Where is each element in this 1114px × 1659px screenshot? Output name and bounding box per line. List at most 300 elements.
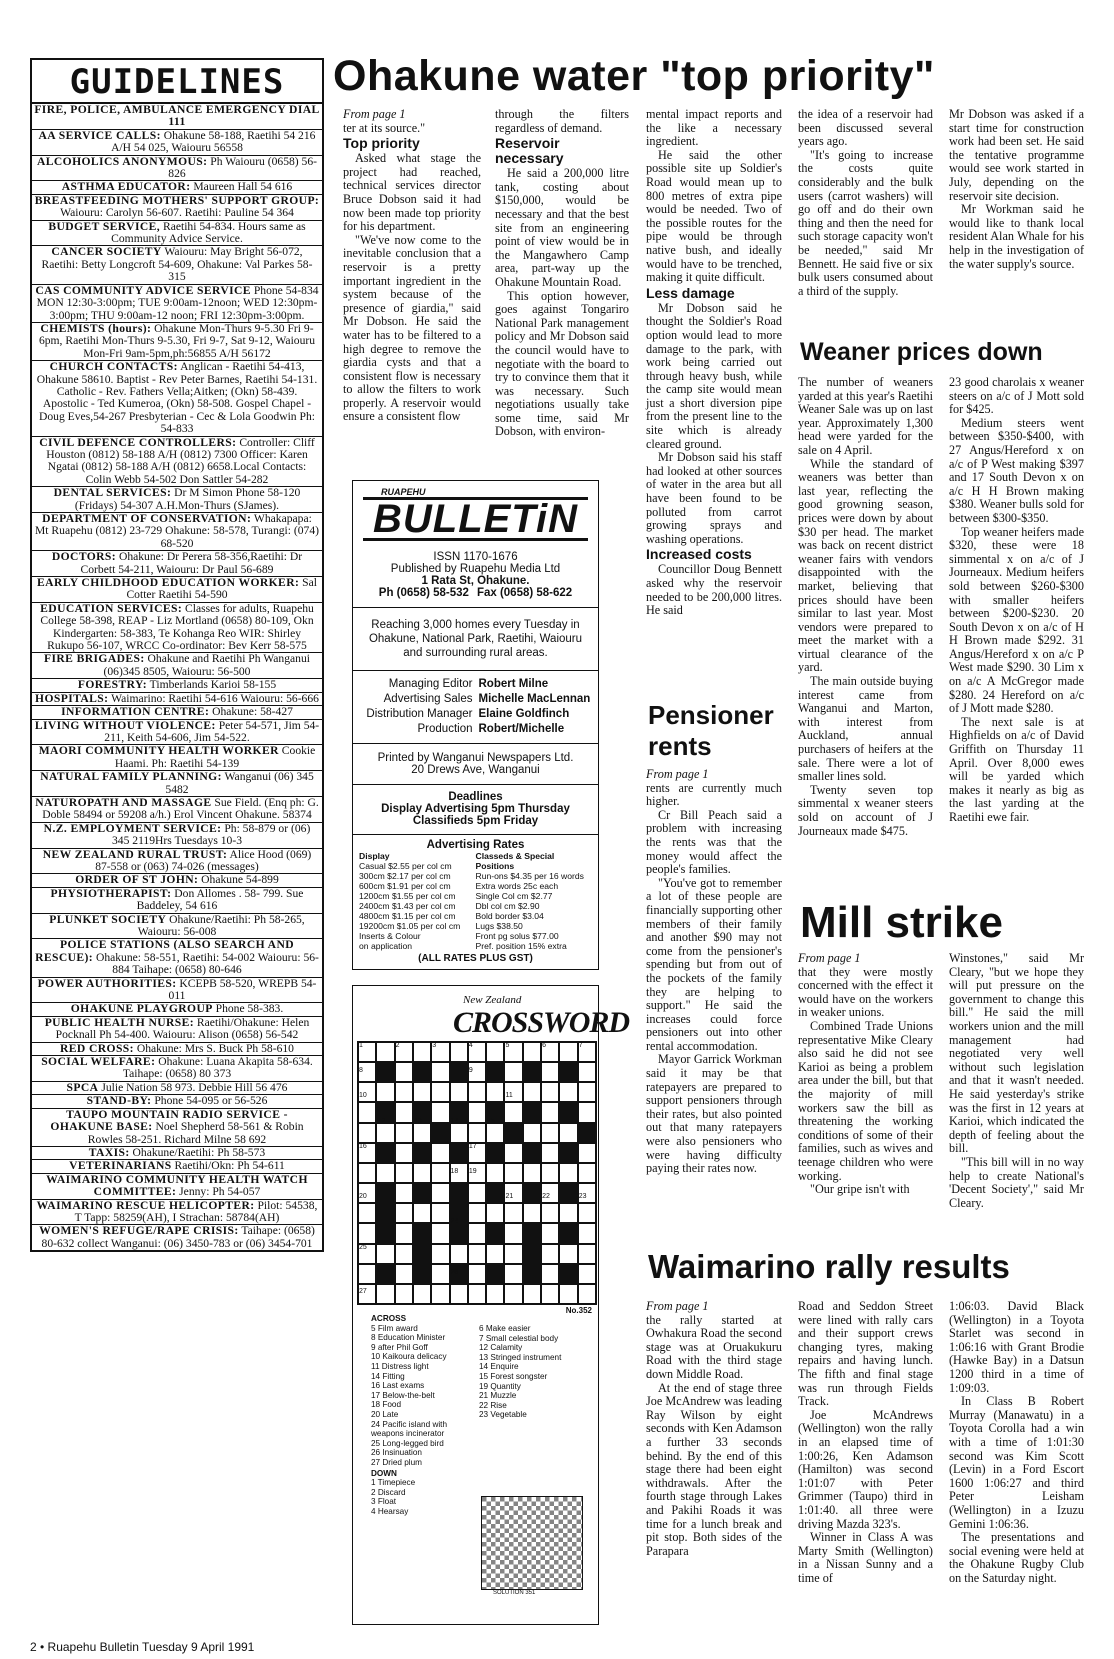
guideline-heading: NATUROPATH AND MASSAGE <box>35 795 212 809</box>
crossword-cell[interactable] <box>395 1102 413 1122</box>
crossword-number: No.352 <box>565 1306 592 1315</box>
crossword-cell[interactable] <box>358 1102 376 1122</box>
paragraph: "You've got to remember a lot of these people are financially supporting other members of their family and another $90 may not come from the pensioner's spending but from out of the pockets of the family they are helping to support." He said the increases could force pensioners out into other rental accommodation. <box>646 875 782 1053</box>
guideline-entry <box>32 679 322 692</box>
crossword-cell[interactable] <box>358 1264 376 1284</box>
paragraph: Top weaner heifers made $320, these were 18 simmental x on a/c of J Journeaux. Medium heifers sold between $260-$300 with smaller heifers between $200-$230. 20 South Devon x on a/c of H H Brown made $292. 31 Angus/Hereford x on a/c P West made $290. 30 Lim x on a/c A McGregor made $280. 24 Hereford on a/c of J Mott made $280. <box>949 524 1084 716</box>
page-footer: 2 • Ruapehu Bulletin Tuesday 9 April 1991 <box>30 1640 255 1654</box>
guideline-entry <box>32 487 322 513</box>
crossword-black-cell <box>486 1223 504 1243</box>
crossword-clue-number: 11 <box>505 1092 513 1100</box>
crossword-black-cell <box>578 1123 596 1143</box>
crossword-cell[interactable] <box>504 1143 522 1163</box>
crossword-black-cell <box>376 1062 394 1082</box>
staff-name: Robert Milne <box>478 678 549 690</box>
crossword-across-clues <box>371 1314 491 1516</box>
crossword-clue-number: 26 <box>450 1268 459 1276</box>
crossword-cell[interactable] <box>376 1284 394 1304</box>
guideline-detail: Ph: 58-879 or (06) 345 2119Hrs Tuesdays 10-3 <box>111 821 311 848</box>
crossword-cell[interactable] <box>468 1082 486 1102</box>
subheading: Increased costs <box>646 546 752 563</box>
guideline-detail: Classes for adults, Ruapehu College 58-398, REAP - Liz Mortland (0658) 80-109, Okn Kindergarten: 58-383, Te Kohanga Reo WIR: Shirley Rukupo 56-107, WRCC Co-ordinator: Bev Kerr 58-575 <box>40 601 314 653</box>
crossword-clue-number: 20 <box>359 1193 367 1201</box>
bulletin-deadline-display: Display Advertising 5pm Thursday <box>381 803 570 815</box>
crossword-cell[interactable] <box>376 1042 394 1062</box>
guideline-detail: Raetihi/Ohakune: Helen Pocknall Ph 54-400. Waiouru: Alison (0658) 56-542 <box>55 1015 310 1042</box>
crossword-cell[interactable] <box>486 1082 504 1102</box>
crossword-cell[interactable] <box>523 1284 541 1304</box>
crossword-cell[interactable] <box>395 1143 413 1163</box>
guideline-entry <box>32 823 322 849</box>
staff-name: Robert/Michelle <box>478 723 565 735</box>
guideline-entry <box>32 771 322 797</box>
staff-row <box>353 722 598 737</box>
crossword-cell[interactable] <box>504 1163 522 1183</box>
crossword-cell[interactable] <box>431 1062 449 1082</box>
guideline-heading: SOCIAL WELFARE: <box>41 1055 156 1069</box>
guideline-detail: Controller: Cliff Houston (0812) 58-188 A/H (0812) 7300 Officer: Karen Ngatai (0812) 58-188 A/H (0812) 6658.Local Contacts: Colin Webb 54-502 Don Sattler 54-282 <box>46 435 315 486</box>
crossword-cell[interactable] <box>468 1244 486 1264</box>
paragraph: He said the other possible site up Soldier's Road would mean up to 800 metres of extra pipe would be needed. Two of the possible routes for the pipe would be through native bush, and ideally would have to be trenched, making it quite difficult. <box>646 147 782 285</box>
paragraph: Joe McAndrews (Wellington) won the rally in an elapsed time of 1:00:26, Ken Adamson (Hamilton) was second 1:01:07 with Peter Grimmer (Taupo) third in 1:01:40. all three were driving Mazda 323's. <box>798 1407 933 1531</box>
guideline-entry <box>32 1056 322 1082</box>
crossword-cell[interactable] <box>468 1223 486 1243</box>
crossword-cell[interactable] <box>376 1244 394 1264</box>
crossword-title-small: New Zealand <box>463 994 522 1006</box>
rally-col-2 <box>798 1300 933 1585</box>
paragraph: Mr Dobson said he thought the Soldier's Road option would lead to more damage to the park, with work being carried out through heavy bush, while the camp site would mean just a short diversion pipe from the present line to the site which is already cleared ground. <box>646 300 782 451</box>
guideline-heading: EARLY CHILDHOOD EDUCATION WORKER: <box>37 576 300 590</box>
guideline-detail: Taihape: (0658) 80-632 collect Wanganui: (06) 3450-783 or (06) 3454-701 <box>41 1224 315 1250</box>
guideline-entry <box>32 1017 322 1043</box>
crossword-cell[interactable] <box>431 1183 449 1203</box>
crossword-cell[interactable] <box>504 1244 522 1264</box>
paragraph: "We've now come to the inevitable conclusion that a reservoir is a pretty important ingredient in the system because of the presence of giardia," said Mr Dobson. He said the water has to be filtered to a high degree to remove the giardia cysts and that a consistent flow is necessary to allow the filters to work properly. A reservoir would ensure a consistent flow <box>343 232 481 424</box>
crossword-cell[interactable] <box>504 1223 522 1243</box>
guideline-heading: DENTAL SERVICES: <box>53 486 172 500</box>
crossword-cell[interactable] <box>358 1163 376 1183</box>
crossword-cell[interactable] <box>376 1082 394 1102</box>
crossword-cell[interactable] <box>541 1264 559 1284</box>
classified-rates-title: Classeds & Special Positions <box>475 851 555 871</box>
pensioner-headline-line-1: Pensioner <box>648 700 774 730</box>
guideline-detail: Phone 54-095 or 56-526 <box>151 1094 268 1108</box>
guideline-heading: INFORMATION CENTRE: <box>61 705 210 719</box>
crossword-cell[interactable] <box>578 1284 596 1304</box>
display-rate-line: 300cm $2.17 per col cm <box>359 871 451 881</box>
down-clue: 13 Stringed instrument <box>479 1352 562 1362</box>
crossword-cell[interactable] <box>578 1062 596 1082</box>
guideline-entry <box>32 1160 322 1173</box>
guideline-detail: Phone 58-383. <box>212 1002 284 1016</box>
crossword-cell[interactable] <box>541 1203 559 1223</box>
guideline-entry <box>32 720 322 746</box>
paragraph: mental impact reports and the like a necessary ingredient. <box>646 107 782 149</box>
crossword-cell[interactable] <box>395 1062 413 1082</box>
down-clue: 14 Enquire <box>479 1362 519 1372</box>
crossword-cell[interactable] <box>431 1102 449 1122</box>
down-clue: 21 Muzzle <box>479 1391 517 1401</box>
crossword-cell[interactable] <box>486 1123 504 1143</box>
crossword-cell[interactable] <box>358 1223 376 1243</box>
guideline-entry <box>32 285 322 323</box>
classified-rate-line: Dbl col cm $2.90 <box>475 901 540 911</box>
crossword-clue-number: 6 <box>542 1042 546 1049</box>
crossword-cell[interactable] <box>541 1284 559 1304</box>
classified-rate-line: Front pg solus $77.00 <box>475 931 559 941</box>
crossword-cell[interactable] <box>559 1123 577 1143</box>
paragraph: The presentations and social evening were held at the Ohakune Rugby Club on the Saturday night. <box>949 1530 1084 1585</box>
down-clue: 2 Discard <box>371 1487 406 1497</box>
crossword-black-cell <box>413 1264 431 1284</box>
guideline-entry <box>32 323 322 361</box>
weaner-col-2 <box>949 376 1084 825</box>
guideline-heading: FIRE, POLICE, AMBULANCE EMERGENCY DIAL 111 <box>34 103 320 129</box>
guideline-detail: Anglican - Raetihi 54-413, Ohakune 58610. Baptist - Rev Peter Barnes, Raetihi 54-131. Catholic - Rev. Fathers Vella;Aitken; (Okn) 58-439. Apostolic - Ted Kumeroa, (Okn) 58-508. Gospel Chapel - Doug Eves,54-267 Presbyterian - Cec & Lola Goodwin Ph: 54-833 <box>36 360 318 436</box>
crossword-black-cell <box>559 1062 577 1082</box>
water-col-5 <box>949 108 1084 271</box>
crossword-cell[interactable] <box>413 1082 431 1102</box>
crossword-cell[interactable] <box>578 1102 596 1122</box>
guideline-entry <box>32 849 322 875</box>
crossword-cell[interactable] <box>559 1042 577 1062</box>
bulletin-printer: Printed by Wanganui Newspapers Ltd. <box>353 743 598 764</box>
rally-col-3 <box>949 1300 1084 1585</box>
guideline-detail: Whakapapa: Mt Ruapehu (0812) 23-729 Ohakune: 58-578, Turangi: (074) 68-520 <box>34 512 320 550</box>
crossword-black-cell <box>450 1143 468 1163</box>
crossword-cell[interactable] <box>541 1163 559 1183</box>
guideline-detail: Ohakune/Raetihi: Ph 58-265, Waiouru: 56-008 <box>137 912 305 938</box>
across-clue: 26 Insinuation <box>371 1448 422 1458</box>
crossword-black-cell <box>486 1143 504 1163</box>
guideline-heading: EDUCATION SERVICES: <box>40 601 183 615</box>
bulletin-classified-rates <box>476 851 593 951</box>
crossword-cell[interactable] <box>523 1042 541 1062</box>
guideline-entry <box>32 361 322 436</box>
bulletin-display-rates <box>359 851 476 951</box>
classified-rate-line: Extra words 25c each <box>475 881 559 891</box>
across-clue: 16 Last exams <box>371 1381 425 1391</box>
crossword-cell[interactable] <box>468 1123 486 1143</box>
display-rate-line: 600cm $1.91 per col cm <box>359 881 451 891</box>
crossword-cell[interactable] <box>395 1123 413 1143</box>
crossword-black-cell <box>559 1223 577 1243</box>
crossword-cell[interactable] <box>468 1203 486 1223</box>
guideline-detail: Waimarino: Raetihi 54-616 Waiouru: 56-666 <box>108 691 319 705</box>
guideline-detail: Ohakune: Dr Perera 58-356,Raetihi: Dr Corbett 54-211, Waiouru: Dr Paul 56-689 <box>80 550 303 576</box>
display-rates-title: Display <box>359 851 390 861</box>
crossword-clue-number: 27 <box>359 1287 367 1295</box>
crossword-cell[interactable] <box>486 1042 504 1062</box>
paragraph: At the end of stage three Joe McAndrew was leading Ray Wilson by eight seconds with Ken Adamson a further 33 seconds behind. By the end of this stage there had been eight withdrawals. After the fourth stage through Lakes and Pakihi Roads it was time for a lunch break and pit stop. Both sides of the Parapara <box>646 1380 782 1558</box>
crossword-cell[interactable] <box>450 1123 468 1143</box>
crossword-black-cell <box>413 1183 431 1203</box>
bulletin-masthead-box <box>352 480 599 970</box>
crossword-cell[interactable] <box>559 1244 577 1264</box>
crossword-cell[interactable] <box>431 1143 449 1163</box>
crossword-cell[interactable] <box>468 1264 486 1284</box>
crossword-cell[interactable] <box>413 1284 431 1304</box>
classified-rate-line: Run-ons $4.35 per 16 words <box>475 871 584 881</box>
crossword-cell[interactable] <box>523 1123 541 1143</box>
crossword-cell[interactable] <box>431 1082 449 1102</box>
crossword-cell[interactable] <box>559 1284 577 1304</box>
across-clue: 5 Film award <box>371 1323 418 1333</box>
guideline-heading: BREASTFEEDING MOTHERS' SUPPORT GROUP: <box>34 193 320 207</box>
across-clue: 17 Below-the-belt <box>371 1390 435 1400</box>
crossword-cell[interactable] <box>376 1163 394 1183</box>
guideline-heading: DOCTORS: <box>51 550 117 564</box>
crossword-black-cell <box>523 1223 541 1243</box>
guideline-entry <box>32 653 322 679</box>
guideline-entry <box>32 437 322 488</box>
paragraph: "This bill will in no way help to create National's 'Decent Society'," said Mr Cleary. <box>949 1154 1084 1210</box>
crossword-box <box>352 985 630 1625</box>
crossword-cell[interactable] <box>578 1163 596 1183</box>
bulletin-logo: BULLETiN <box>363 497 588 541</box>
paragraph: 23 good charolais x weaner steers on a/c of J Mott sold for $425. <box>949 375 1084 417</box>
crossword-cell[interactable] <box>486 1163 504 1183</box>
crossword-cell[interactable] <box>486 1284 504 1304</box>
crossword-cell[interactable] <box>468 1183 486 1203</box>
paragraph: The main outside buying interest came from Wanganui and Marton, with interest from Auckland, annual purchasers of heifers at the sale. There were a lot of smaller lines sold. <box>798 674 933 784</box>
crossword-cell[interactable] <box>541 1102 559 1122</box>
bulletin-deadline-classifieds: Classifieds 5pm Friday <box>412 815 539 827</box>
bulletin-reach: Reaching 3,000 homes every Tuesday in Ohakune, National Park, Raetihi, Waiouru and surrounding rural areas. <box>353 607 598 670</box>
bulletin-phone: Ph (0658) 58-532 <box>378 587 469 599</box>
crossword-cell[interactable] <box>504 1102 522 1122</box>
crossword-down-clues <box>479 1324 595 1420</box>
crossword-cell[interactable] <box>450 1284 468 1304</box>
crossword-cell[interactable] <box>468 1102 486 1122</box>
crossword-cell[interactable] <box>395 1183 413 1203</box>
paragraph: Winner in Class A was Marty Smith (Wellington) in a Nissan Sunny and a time of <box>798 1530 933 1585</box>
crossword-cell[interactable] <box>450 1042 468 1062</box>
paragraph: ter at its source." <box>343 120 426 135</box>
guideline-entry <box>32 745 322 771</box>
bulletin-rates-title: Advertising Rates <box>353 834 598 851</box>
crossword-cell[interactable] <box>395 1203 413 1223</box>
crossword-cell[interactable] <box>523 1163 541 1183</box>
crossword-black-cell <box>523 1143 541 1163</box>
crossword-black-cell <box>559 1143 577 1163</box>
crossword-cell[interactable] <box>376 1123 394 1143</box>
crossword-cell[interactable] <box>395 1223 413 1243</box>
crossword-cell[interactable] <box>523 1203 541 1223</box>
crossword-cell[interactable] <box>431 1203 449 1223</box>
guideline-detail: Ohakune/Raetihi: Ph 58-573 <box>129 1145 266 1159</box>
paragraph: through the filters regardless of demand. <box>495 107 629 135</box>
crossword-cell[interactable] <box>578 1223 596 1243</box>
crossword-cell[interactable] <box>541 1244 559 1264</box>
crossword-cell[interactable] <box>431 1244 449 1264</box>
crossword-black-cell <box>431 1123 449 1143</box>
bulletin-printer-address: 20 Drews Ave, Wanganui <box>411 764 540 776</box>
crossword-cell[interactable] <box>578 1203 596 1223</box>
crossword-cell[interactable] <box>541 1082 559 1102</box>
crossword-black-cell <box>486 1183 504 1203</box>
guideline-detail: Alice Hood (069) 87-558 or (063) 74-026 (messages) <box>95 847 312 873</box>
crossword-cell[interactable] <box>578 1082 596 1102</box>
crossword-cell[interactable] <box>541 1223 559 1243</box>
classified-rate-line: Lugs $38.50 <box>475 921 523 931</box>
crossword-cell[interactable] <box>395 1264 413 1284</box>
subheading: Reservoir necessary <box>495 135 564 167</box>
rally-col-1 <box>646 1300 782 1558</box>
from-page-ref: From page 1 <box>646 767 709 781</box>
crossword-black-cell <box>376 1264 394 1284</box>
guideline-detail: Dr M Simon Phone 58-120 (Fridays) 54-307 A.H.Mon-Thurs (SJames). <box>74 486 301 512</box>
water-col-3 <box>646 108 782 618</box>
crossword-cell[interactable] <box>431 1284 449 1304</box>
guideline-heading: CHEMISTS (hours): <box>40 321 152 335</box>
crossword-cell[interactable] <box>413 1123 431 1143</box>
across-clue: 20 Late <box>371 1409 399 1419</box>
guideline-detail: Jenny: Ph 54-057 <box>176 1185 261 1199</box>
guideline-heading: PHYSIOTHERAPIST: <box>50 886 172 900</box>
guideline-entry <box>32 914 322 940</box>
crossword-clue-number: 18 <box>450 1167 459 1175</box>
crossword-cell[interactable] <box>413 1042 431 1062</box>
staff-role: Distribution Manager <box>366 708 473 720</box>
guideline-entry <box>32 693 322 706</box>
paragraph: The next sale is at Highfields on a/c of David Griffith on Thursday 11 April. Over 8,000 ewes will be yarded which makes it nearly as big as the last yarding at the Raetihi ewe fair. <box>949 714 1084 824</box>
crossword-black-cell <box>486 1062 504 1082</box>
pensioner-headline-line-2: rents <box>648 731 712 761</box>
bulletin-deadlines-title: Deadlines <box>353 784 598 803</box>
guideline-detail: Julie Nation 58 973. Debbie Hill 56 476 <box>98 1080 288 1094</box>
guideline-entry <box>32 1147 322 1160</box>
guideline-detail: Don Allomes . 58- 799. Sue Baddeley, 54 616 <box>136 886 304 913</box>
water-col-4 <box>798 108 933 298</box>
paragraph: Cr Bill Peach said a problem with increasing the rents was that the money would affect the people's families. <box>646 807 782 877</box>
crossword-cell[interactable] <box>395 1163 413 1183</box>
staff-row <box>353 692 598 707</box>
guideline-entry <box>32 603 322 654</box>
crossword-cell[interactable] <box>395 1284 413 1304</box>
crossword-clue-number: 4 <box>468 1042 473 1049</box>
crossword-black-cell <box>376 1183 394 1203</box>
crossword-cell[interactable] <box>431 1264 449 1284</box>
paragraph: Mr Dobson said his staff had looked at other sources of water in the area but all have been found to be polluted from carrot growing sprays and washing operations. <box>646 450 782 546</box>
crossword-cell[interactable] <box>559 1163 577 1183</box>
crossword-cell[interactable] <box>413 1163 431 1183</box>
crossword-cell[interactable] <box>541 1123 559 1143</box>
crossword-black-cell <box>559 1102 577 1122</box>
crossword-black-cell <box>376 1143 394 1163</box>
down-clue: 23 Vegetable <box>479 1410 527 1420</box>
crossword-black-cell <box>559 1183 577 1203</box>
crossword-cell[interactable] <box>450 1244 468 1264</box>
crossword-cell[interactable] <box>468 1284 486 1304</box>
across-clue: 18 Food <box>371 1400 402 1410</box>
guideline-heading: ALCOHOLICS ANONYMOUS: <box>36 154 208 168</box>
crossword-cell[interactable] <box>504 1284 522 1304</box>
across-clue: 8 Education Minister <box>371 1333 446 1343</box>
crossword-black-cell <box>504 1123 522 1143</box>
guideline-heading: AA SERVICE CALLS: <box>38 128 161 142</box>
crossword-cell[interactable] <box>486 1203 504 1223</box>
crossword-black-cell <box>523 1183 541 1203</box>
crossword-cell[interactable] <box>413 1203 431 1223</box>
display-rate-line: 2400cm $1.43 per col cm <box>359 901 456 911</box>
crossword-clue-number: 22 <box>542 1193 550 1201</box>
crossword-clue-number: 23 <box>578 1193 587 1201</box>
guideline-detail: Sal Cotter Raetihi 54-590 <box>126 576 317 602</box>
crossword-cell[interactable] <box>578 1143 596 1163</box>
crossword-cell[interactable] <box>486 1244 504 1264</box>
water-col-2 <box>495 108 629 439</box>
guideline-heading: SPCA <box>66 1080 99 1094</box>
staff-role: Advertising Sales <box>383 693 473 705</box>
crossword-cell[interactable] <box>450 1082 468 1102</box>
staff-role: Managing Editor <box>388 678 473 690</box>
crossword-solution-grid <box>481 1496 583 1590</box>
guideline-entry <box>32 104 322 130</box>
crossword-cell[interactable] <box>431 1163 449 1183</box>
guideline-heading: WOMEN'S REFUGE/RAPE CRISIS: <box>39 1224 239 1238</box>
crossword-cell[interactable] <box>541 1062 559 1082</box>
paragraph: Road and Seddon Street were lined with rally cars and their support crews changing tyres, making repairs and having lunch. The fifth and final stage was run through Fields Track. <box>798 1299 933 1409</box>
guideline-entry <box>32 577 322 603</box>
crossword-black-cell <box>523 1244 541 1264</box>
staff-row <box>353 707 598 722</box>
crossword-cell[interactable] <box>559 1082 577 1102</box>
bulletin-brand-small: RUAPEHU <box>381 487 426 497</box>
crossword-clue-number: 8 <box>359 1067 363 1075</box>
paragraph: the idea of a reservoir had been discussed several years ago. <box>798 107 933 149</box>
guideline-heading: TAUPO MOUNTAIN RADIO SERVICE - OHAKUNE BASE: <box>50 1107 288 1134</box>
crossword-cell[interactable] <box>395 1244 413 1264</box>
guideline-heading: MAORI COMMUNITY HEALTH WORKER <box>38 744 279 758</box>
crossword-clue-number: 5 <box>505 1042 510 1049</box>
crossword-cell[interactable] <box>358 1123 376 1143</box>
crossword-cell[interactable] <box>578 1264 596 1284</box>
paragraph: In Class B Robert Murray (Manawatu) in a Toyota Corolla had a win with a time of 1:01:30 second was Kim Scott (Levin) in a Ford Escort 1600 1:06:27 and third Peter Leisham (Wellington) in a Izuzu Gemini 1:06:36. <box>949 1394 1084 1531</box>
paragraph: rents are currently much higher. <box>646 780 782 809</box>
crossword-black-cell <box>450 1223 468 1243</box>
crossword-black-cell <box>413 1143 431 1163</box>
crossword-black-cell <box>523 1062 541 1082</box>
crossword-cell[interactable] <box>504 1203 522 1223</box>
down-clue: 22 Rise <box>479 1400 507 1410</box>
guideline-heading: OHAKUNE PLAYGROUP <box>70 1002 213 1016</box>
guideline-entry <box>32 1200 322 1226</box>
guideline-entry <box>32 130 322 156</box>
crossword-cell[interactable] <box>541 1143 559 1163</box>
paragraph: Asked what stage the project had reached, technical services director Bruce Dobson said it had now been made top priority for his department. <box>343 151 481 234</box>
classified-rate-line: Pref. position 15% extra <box>475 941 567 951</box>
guideline-detail: Ohakune: 58-427 <box>209 705 293 719</box>
classified-rate-line: Single Col cm $2.77 <box>475 891 553 901</box>
crossword-cell[interactable] <box>431 1223 449 1243</box>
crossword-cell[interactable] <box>559 1203 577 1223</box>
staff-name: Michelle MacLennan <box>478 693 591 705</box>
crossword-cell[interactable] <box>504 1264 522 1284</box>
crossword-cell[interactable] <box>358 1203 376 1223</box>
guideline-entry <box>32 195 322 221</box>
crossword-cell[interactable] <box>578 1244 596 1264</box>
guideline-heading: CHURCH CONTACTS: <box>49 360 178 374</box>
crossword-black-cell <box>486 1264 504 1284</box>
weaner-col-1 <box>798 376 933 838</box>
crossword-cell[interactable] <box>504 1062 522 1082</box>
display-rate-line: 19200cm $1.05 per col cm <box>359 921 461 931</box>
guideline-heading: POWER AUTHORITIES: <box>37 976 177 990</box>
crossword-cell[interactable] <box>523 1082 541 1102</box>
guideline-detail: Waiouru: Carolyn 56-607. Raetihi: Pauline 54 364 <box>60 206 294 220</box>
crossword-cell[interactable] <box>395 1082 413 1102</box>
